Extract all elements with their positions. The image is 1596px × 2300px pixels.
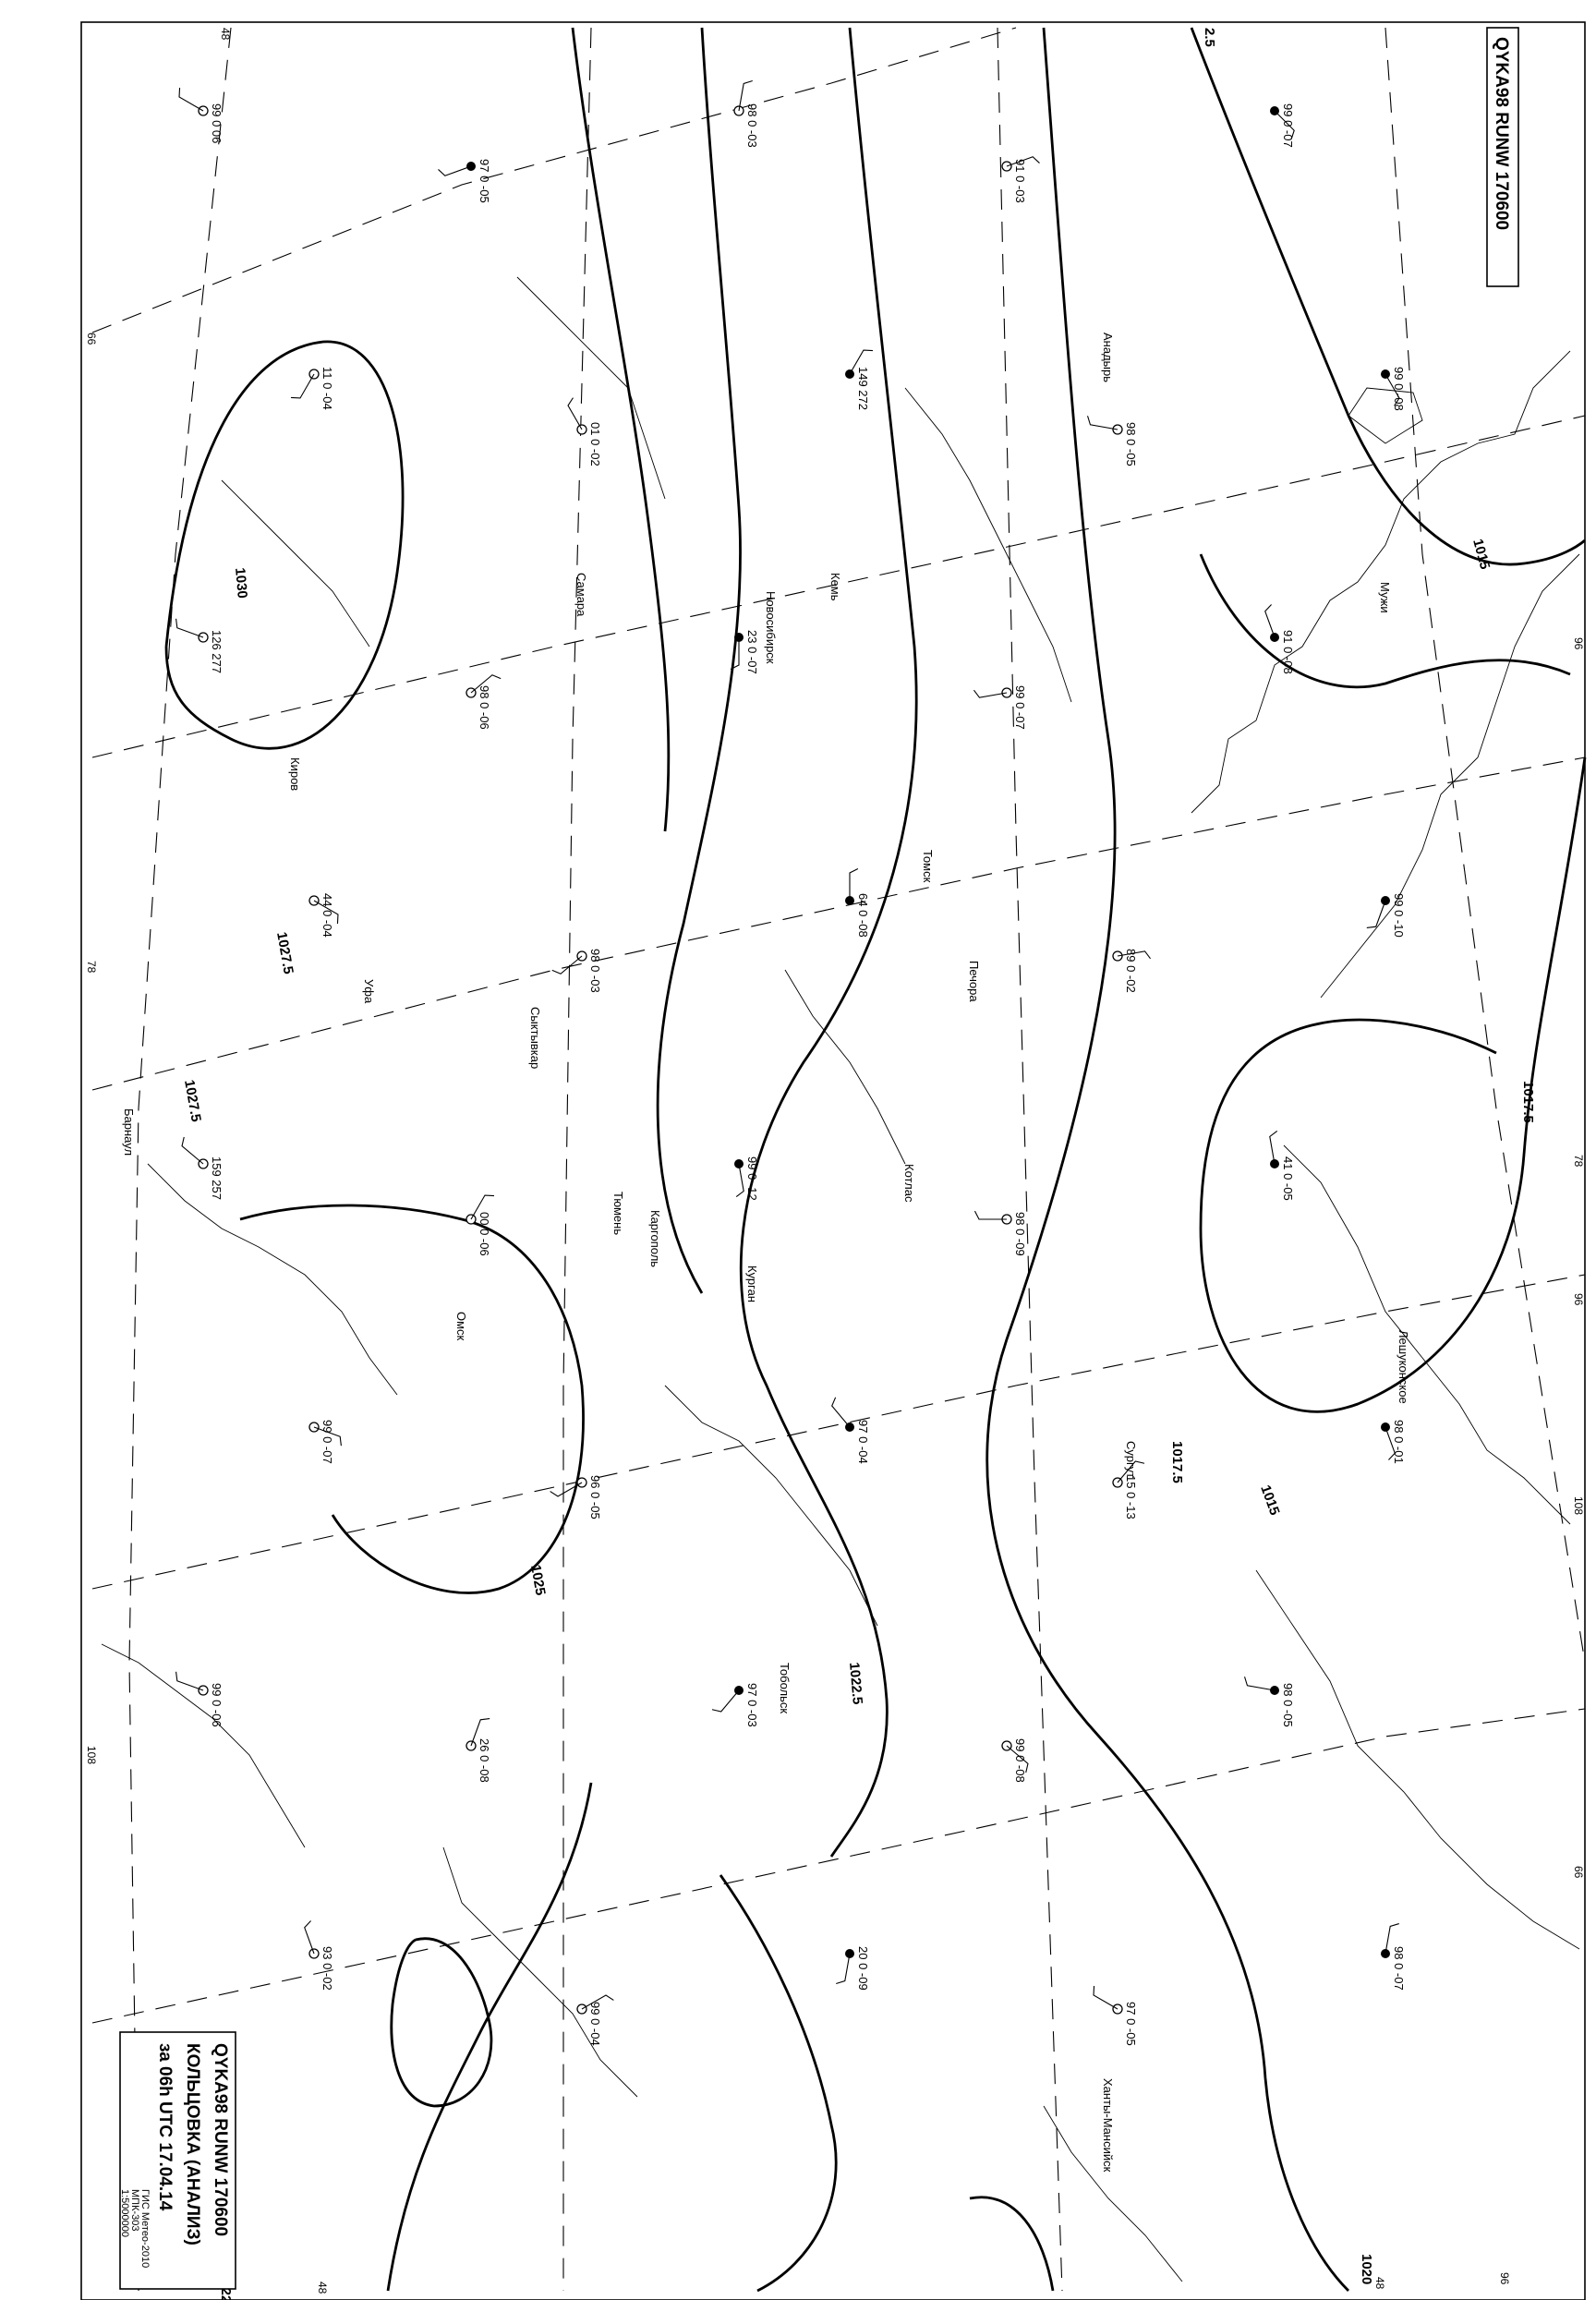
wind-barb	[1245, 1677, 1275, 1690]
station-plot	[1270, 103, 1295, 148]
legend-projection: МПК-303	[129, 2189, 140, 2232]
station-plot	[568, 398, 602, 466]
station-plot	[1088, 416, 1138, 466]
station-code: 99 0 -12	[745, 1156, 759, 1201]
grid-label: 66	[1572, 1866, 1585, 1879]
station-code: 99 0 -07	[320, 1420, 334, 1464]
station-plot	[291, 367, 334, 410]
station-plot	[1265, 604, 1295, 673]
station-code: 99 0 -08	[1392, 367, 1406, 411]
city-label: Самара	[574, 573, 588, 617]
station-plot	[1113, 1461, 1144, 1519]
station-plot	[845, 868, 870, 937]
station-plot	[176, 1672, 224, 1727]
station-plot	[712, 1683, 759, 1727]
station-plot	[182, 1137, 224, 1200]
station-plot	[1381, 1420, 1406, 1464]
grid-label: 108	[85, 1746, 98, 1765]
station-plot	[1245, 1677, 1295, 1726]
isobar-label: 1030	[232, 566, 250, 599]
wind-barb	[832, 1398, 850, 1427]
station-plot	[466, 675, 501, 730]
city-label: Тюмень	[611, 1192, 625, 1236]
station-plot	[552, 949, 602, 993]
city-label: Сургут	[1124, 1441, 1138, 1479]
station-code: 23 0 -07	[745, 630, 759, 674]
wind-barb	[1265, 604, 1275, 637]
city-label: Каргополь	[648, 1210, 662, 1268]
isobar-label: 1017.5	[1520, 1081, 1536, 1123]
city-label: Новосибирск	[764, 591, 778, 664]
city-label: Омск	[454, 1312, 468, 1341]
isobar-label: 2.5	[1202, 28, 1217, 47]
station-code: 99 0 -07	[1281, 103, 1295, 148]
station-plot	[734, 81, 759, 148]
station-plot	[973, 685, 1027, 730]
station-code: 15 0 -13	[1124, 1475, 1138, 1519]
station-code: 91 0 -08	[1281, 630, 1295, 674]
station-plot	[577, 1995, 613, 2046]
isobar-label: 1022.5	[846, 1661, 865, 1706]
legend-box	[119, 2032, 236, 2289]
header-title-box	[1487, 28, 1518, 286]
station-code: 96 0 -05	[588, 1475, 602, 1519]
city-label: Ханты-Мансийск	[1101, 2078, 1115, 2173]
wind-barb	[305, 1920, 314, 1954]
station-plot	[1381, 367, 1406, 411]
station-code: 11 0 -04	[320, 367, 334, 410]
station-code: 99 0 -08	[1013, 1738, 1027, 1783]
city-label: Уфа	[362, 979, 376, 1004]
station-code: 159 257	[210, 1156, 224, 1200]
isobars	[166, 28, 1585, 2291]
station-code: 98 0 -07	[1392, 1946, 1406, 1991]
isobar-label: 1015	[1469, 537, 1493, 572]
city-label: Лешуконское	[1396, 1330, 1410, 1404]
legend-code: QYKA98 RUNW 170600	[211, 2043, 230, 2237]
station-plot	[1113, 949, 1151, 993]
station-plot	[1381, 1924, 1406, 1991]
station-plot	[734, 1156, 759, 1201]
station-code: 97 0 -05	[1124, 2002, 1138, 2046]
city-label: Сыктывкар	[528, 1007, 542, 1070]
station-plot	[836, 1946, 870, 1991]
station-code: 98 0 -01	[1392, 1420, 1406, 1464]
station-code: 98 0 -09	[1013, 1212, 1027, 1256]
station-code: 98 0 -03	[745, 103, 759, 148]
station-plot	[1002, 1738, 1028, 1783]
header-title: QYKA98 RUNW 170600	[1492, 37, 1511, 231]
isobar-label: 1025	[527, 1563, 549, 1597]
grid-label: 66	[85, 333, 98, 345]
grid-label: 96	[1572, 1293, 1585, 1306]
grid-label: 96	[1572, 637, 1585, 650]
grid-label: 96	[1498, 2272, 1511, 2285]
station-code: 99 0 -06	[210, 1683, 224, 1727]
station-plot	[309, 893, 338, 938]
isobar-label: 1017.5	[1169, 1441, 1185, 1483]
city-label: Печора	[967, 961, 981, 1002]
station-plot	[309, 1420, 341, 1464]
station-plot	[845, 350, 873, 410]
wind-barb	[736, 1164, 744, 1197]
legend-software: ГИС Метео-2010	[139, 2189, 151, 2269]
station-plot	[832, 1398, 870, 1464]
station-code: 01 0 -02	[588, 422, 602, 466]
wind-barb	[836, 1954, 850, 1983]
city-label: Анадырь	[1101, 333, 1115, 383]
station-code: 98 0 -06	[478, 685, 491, 730]
station-plot	[1002, 157, 1040, 203]
station-code: 97 0 -03	[745, 1683, 759, 1727]
station-code: 99 0 -10	[1392, 893, 1406, 938]
station-plot	[466, 1719, 491, 1783]
station-code: 97 0 -05	[478, 159, 491, 203]
station-plot	[466, 1195, 494, 1256]
station-plot	[1094, 1986, 1138, 2046]
station-code: 98 0 -05	[1281, 1683, 1295, 1727]
city-label: Тобольск	[778, 1663, 792, 1714]
city-label: Киров	[288, 757, 302, 792]
grid-label: 48	[219, 28, 232, 41]
station-plots	[176, 81, 1406, 2046]
legend-valid-time: за 06h UTC 17.04.14	[155, 2043, 175, 2211]
station-code: 89 0 -02	[1124, 949, 1138, 993]
station-code: 93 0 -02	[320, 1946, 334, 1991]
station-code: 149 272	[856, 367, 870, 410]
isobar-label: 1020	[1359, 2254, 1374, 2285]
station-plot	[1270, 1131, 1295, 1200]
isobar-label: 1027.5	[273, 930, 296, 975]
grid-label: 108	[1572, 1496, 1585, 1516]
station-code: 20 0 -09	[856, 1946, 870, 1991]
station-code: 00 0 -06	[478, 1212, 491, 1256]
station-plot	[179, 88, 224, 143]
grid-label: 78	[1572, 1155, 1585, 1168]
city-label: Кемь	[828, 573, 842, 601]
map-frame	[81, 22, 1585, 2300]
city-label: Курган	[745, 1265, 759, 1303]
station-code: 64 0 -08	[856, 893, 870, 938]
city-label: Мужи	[1378, 582, 1392, 613]
grid-label: 48	[1373, 2277, 1386, 2290]
station-code: 26 0 -08	[478, 1738, 491, 1783]
station-code: 126 277	[210, 630, 224, 673]
city-label: Барнаул	[122, 1108, 136, 1156]
city-names	[122, 333, 1410, 2173]
station-code: 99 0 -04	[588, 2002, 602, 2046]
legend-scale: 1:5000000	[119, 2189, 130, 2237]
station-code: 97 0 -04	[856, 1420, 870, 1464]
station-code: 41 0 -05	[1281, 1156, 1295, 1201]
station-plot	[176, 619, 224, 673]
station-code: 98 0 -05	[1124, 422, 1138, 466]
legend-product: КОЛЬЦОВКА (АНАЛИЗ)	[183, 2043, 202, 2246]
station-code: 44 0 -04	[320, 893, 334, 938]
station-code: 98 0 -03	[588, 949, 602, 993]
grid-label: 78	[85, 961, 98, 974]
station-code: 91 0 -03	[1013, 159, 1027, 203]
wind-barb	[1367, 901, 1385, 927]
isobar-label: 1027.5	[181, 1078, 204, 1123]
station-plot	[438, 159, 491, 203]
wind-barb	[1270, 1131, 1277, 1164]
city-label: Котлас	[902, 1164, 916, 1203]
wind-barb	[438, 166, 471, 176]
station-code: 99 0 -07	[1013, 685, 1027, 730]
grid-label: 48	[316, 2282, 329, 2294]
station-plot	[974, 1211, 1027, 1256]
city-label: Томск	[921, 850, 935, 883]
station-code: 99 0 06	[210, 103, 224, 144]
wind-barb	[712, 1690, 739, 1712]
station-plot	[305, 1920, 334, 1990]
isobar-label: 1015	[1257, 1483, 1283, 1518]
